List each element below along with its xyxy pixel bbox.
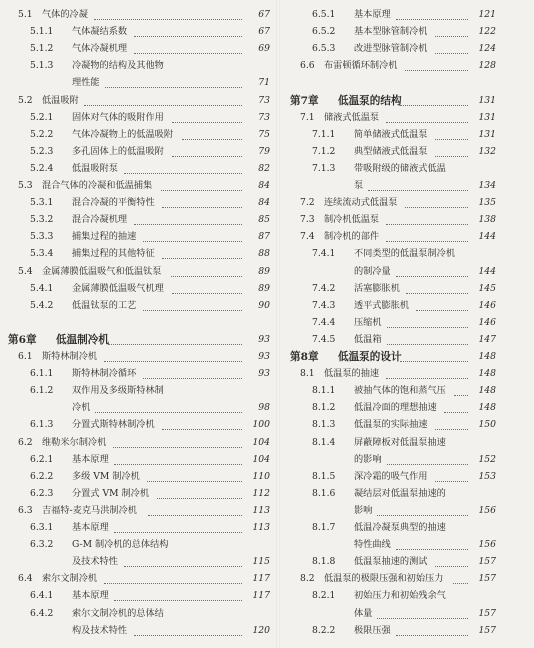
toc-section-number: 6.2.1 [30, 453, 54, 465]
toc-section-number: 7.1 [300, 111, 315, 123]
toc-section-title: G-M 制冷机的总体结构 [72, 539, 169, 551]
toc-section-number: 6.2 [18, 436, 33, 448]
toc-section-number: 6.6 [300, 60, 315, 72]
toc-page-number: 148 [478, 351, 496, 362]
toc-section-number: 5.2.3 [30, 145, 54, 157]
toc-page-number: 156 [478, 504, 496, 516]
toc-page-number: 145 [478, 282, 496, 294]
toc-page-number: 128 [478, 60, 496, 72]
dot-leader [143, 360, 242, 379]
toc-section-number: 6.1.1 [30, 368, 54, 380]
dot-leader [405, 52, 468, 71]
toc-section-title: 的影响 [354, 453, 382, 465]
toc-entry [0, 297, 270, 315]
dot-leader [134, 617, 242, 636]
toc-entry [282, 109, 534, 127]
toc-section-number: 6.2.3 [30, 487, 54, 499]
toc-page-number: 120 [252, 624, 270, 636]
toc-page-number: 98 [258, 402, 270, 414]
toc-section-title: 储液式低温泵 [324, 111, 380, 123]
toc-section-title: 低温制冷机 [56, 333, 109, 346]
toc-entry [282, 126, 534, 144]
toc-section-number: 8.1.6 [312, 487, 336, 499]
toc-section-number: 6.3.2 [30, 539, 54, 551]
toc-entry [282, 536, 534, 554]
toc-section-title: 混合冷凝机理 [72, 214, 128, 226]
toc-section-number: 5.4.2 [30, 299, 54, 311]
toc-section-number: 7.4.5 [312, 333, 336, 345]
toc-section-number: 6.3.1 [30, 522, 54, 533]
toc-entry [282, 416, 534, 434]
toc-page-number: 67 [258, 9, 270, 20]
toc-section-title: 透平式膨胀机 [354, 299, 410, 311]
toc-section-title: 捕集过程的抽速 [72, 231, 137, 243]
toc-section-title: 不同类型的低温泵制冷机 [354, 248, 456, 260]
dot-leader [435, 463, 468, 482]
toc-page-number: 144 [478, 265, 496, 277]
dot-leader [377, 497, 468, 516]
toc-entry [282, 399, 534, 417]
toc-section-title: 深冷霜的吸气作用 [354, 470, 428, 482]
toc-page-number: 144 [478, 231, 496, 243]
toc-section-title: 的制冷量 [354, 265, 391, 277]
toc-entry [0, 622, 270, 640]
toc-section-number: 第6章 [8, 333, 37, 346]
toc-entry [282, 553, 534, 571]
toc-entry [282, 6, 534, 24]
toc-section-title: 低温泵的结构 [338, 94, 402, 107]
toc-entry [0, 365, 270, 383]
toc-page-number: 104 [252, 453, 270, 465]
toc-section-title: 双作用及多级斯特林制 [72, 385, 164, 397]
toc-page-number: 75 [258, 128, 270, 140]
toc-section-number: 8.1.1 [312, 385, 336, 397]
toc-page-number: 113 [252, 522, 270, 533]
toc-page-number: 89 [258, 282, 270, 294]
toc-section-title: 索尔文制冷机的总体结 [72, 607, 164, 619]
toc-page-number: 146 [478, 316, 496, 328]
toc-section-title: 分置式斯特林制冷机 [72, 419, 155, 431]
toc-section-title: 屏蔽障板对低温泵抽速 [354, 436, 446, 448]
toc-section-title: 低温钛泵的工艺 [72, 299, 137, 311]
toc-section-number: 6.5.1 [312, 9, 336, 20]
toc-section-title: 金属薄膜低温吸气和低温钛泵 [42, 265, 162, 277]
toc-page-number: 100 [252, 419, 270, 431]
toc-section-title: 气体冷凝机理 [72, 43, 128, 55]
toc-section-number: 8.1.5 [312, 470, 336, 482]
toc-section-number: 7.4.3 [312, 299, 336, 311]
toc-section-number: 7.1.1 [312, 128, 336, 140]
toc-page-number: 156 [478, 539, 496, 551]
toc-section-title: 连续流动式低温泵 [324, 197, 398, 209]
toc-section-number: 7.2 [300, 197, 315, 209]
toc-section-title: 低温泵的实际抽速 [354, 419, 428, 431]
toc-page-number: 131 [478, 94, 496, 106]
toc-page-number: 90 [258, 299, 270, 311]
toc-section-title: 维勒米尔制冷机 [42, 436, 107, 448]
toc-page-number: 150 [478, 419, 496, 431]
toc-page-number: 110 [252, 470, 270, 482]
toc-page-number: 157 [478, 607, 496, 619]
toc-page-number: 79 [258, 145, 270, 157]
toc-section-title: 活塞膨胀机 [354, 282, 400, 294]
toc-section-title: 典型储液式低温泵 [354, 145, 428, 157]
toc-page-number: 157 [478, 624, 496, 636]
toc-section-title: 基本原理 [72, 590, 109, 602]
toc-section-title: 捕集过程的其他特征 [72, 248, 155, 260]
toc-page-number: 121 [478, 9, 496, 20]
toc-page-number: 131 [478, 111, 496, 123]
toc-page-number: 147 [478, 333, 496, 345]
toc-section-number: 6.4.2 [30, 607, 54, 619]
toc-page-number: 73 [258, 111, 270, 123]
toc-section-title: 体量 [354, 607, 373, 619]
toc-entry [0, 587, 270, 605]
toc-page-number: 113 [252, 504, 270, 516]
toc-section-number: 5.2.2 [30, 128, 54, 140]
toc-entry [282, 280, 534, 298]
toc-section-number: 6.1.2 [30, 385, 54, 397]
toc-section-title: 气体的冷凝 [42, 9, 88, 20]
toc-page-number: 117 [252, 590, 270, 602]
toc-page-number: 146 [478, 299, 496, 311]
toc-section-title: 分置式 VM 制冷机 [72, 487, 150, 499]
toc-section-number: 8.1.8 [312, 556, 336, 568]
dot-leader [453, 565, 468, 584]
toc-page-number: 87 [258, 231, 270, 243]
toc-section-number: 5.3 [18, 180, 33, 191]
toc-page-number: 122 [478, 26, 496, 38]
dot-leader [396, 617, 468, 636]
toc-section-number: 8.2.2 [312, 624, 336, 636]
toc-section-number: 7.4.4 [312, 316, 336, 328]
toc-page-number: 134 [478, 180, 496, 191]
toc-page-number: 135 [478, 197, 496, 209]
toc-section-number: 8.2.1 [312, 590, 336, 602]
toc-section-title: 布雷顿循环制冷机 [324, 60, 398, 72]
toc-page-number: 73 [258, 94, 270, 106]
toc-page-number: 104 [252, 436, 270, 448]
toc-section-title: 斯特林制冷循环 [72, 368, 137, 380]
toc-page-number: 153 [478, 470, 496, 482]
toc-page-number: 71 [258, 77, 270, 89]
toc-section-number: 5.2.4 [30, 162, 54, 174]
toc-entry [282, 143, 534, 161]
dot-leader [435, 138, 468, 157]
toc-section-title: 带吸附级的储液式低温 [354, 162, 446, 174]
toc-page-number: 69 [258, 43, 270, 55]
toc-section-title: 被抽气体的饱和蒸气压 [354, 385, 446, 397]
toc-section-title: 简单储液式低温泵 [354, 128, 428, 140]
toc-page-number: 157 [478, 573, 496, 585]
toc-page-number: 93 [258, 351, 270, 362]
toc-section-title: 理性能 [72, 77, 100, 89]
toc-page-number: 84 [258, 197, 270, 209]
toc-section-number: 5.3.2 [30, 214, 54, 226]
toc-section-title: 初始压力和初始残余气 [354, 590, 446, 602]
toc-section-title: 低温冷面的理想抽速 [354, 402, 437, 414]
toc-section-number: 7.1.3 [312, 162, 336, 174]
toc-section-title: 吉福特-麦克马洪制冷机 [42, 504, 137, 516]
toc-page-number: 148 [478, 385, 496, 397]
toc-page-number: 148 [478, 402, 496, 414]
toc-section-number: 7.3 [300, 214, 315, 226]
toc-page-number: 93 [258, 368, 270, 380]
toc-page-number: 84 [258, 180, 270, 191]
toc-section-title: 气体凝结系数 [72, 26, 128, 38]
toc-section-title: 低温冷凝泵典型的抽速 [354, 522, 446, 533]
toc-section-title: 斯特林制冷机 [42, 351, 98, 362]
toc-section-title: 索尔文制冷机 [42, 573, 98, 585]
toc-section-number: 8.1.3 [312, 419, 336, 431]
toc-section-number: 5.4 [18, 265, 33, 277]
toc-section-number: 6.5.3 [312, 43, 336, 55]
toc-section-number: 6.2.2 [30, 470, 54, 482]
toc-entry [282, 622, 534, 640]
toc-section-title: 压缩机 [354, 316, 382, 328]
toc-entry [282, 451, 534, 469]
toc-section-number: 第7章 [290, 94, 319, 107]
toc-section-title: 基本型脉管制冷机 [354, 26, 428, 38]
toc-section-title: 低温吸附 [42, 94, 79, 106]
toc-section-number: 6.3 [18, 504, 33, 516]
toc-section-title: 低温泵的设计 [338, 351, 402, 363]
toc-section-number: 6.4.1 [30, 590, 54, 602]
toc-page-number: 132 [478, 145, 496, 157]
toc-section-title: 基本原理 [72, 522, 109, 533]
toc-section-number: 5.2 [18, 94, 33, 106]
toc-entry [282, 502, 534, 520]
toc-section-title: 多级 VM 制冷机 [72, 470, 140, 482]
dot-leader [386, 223, 468, 242]
toc-section-number: 5.3.1 [30, 197, 54, 209]
toc-entry [282, 382, 534, 400]
toc-section-title: 影响 [354, 504, 373, 516]
toc-section-title: 固体对气体的吸附作用 [72, 111, 164, 123]
toc-section-number: 8.2 [300, 573, 315, 585]
toc-entry [282, 57, 534, 75]
toc-page-number: 112 [252, 487, 270, 499]
toc-section-number: 第8章 [290, 351, 319, 363]
toc-page-number: 152 [478, 453, 496, 465]
dot-leader [134, 35, 242, 54]
toc-section-number: 5.1.2 [30, 43, 54, 55]
toc-page-number: 88 [258, 248, 270, 260]
toc-section-number: 5.1.3 [30, 60, 54, 72]
toc-page-number: 148 [478, 368, 496, 380]
toc-entry [282, 570, 534, 588]
toc-section-number: 8.1.2 [312, 402, 336, 414]
toc-page-number: 67 [258, 26, 270, 38]
toc-page-number: 117 [252, 573, 270, 585]
toc-page-number: 82 [258, 162, 270, 174]
toc-section-title: 制冷机的部件 [324, 231, 380, 243]
toc-section-title: 构及技术特性 [72, 624, 128, 636]
dot-leader [114, 514, 242, 533]
dot-leader [435, 411, 468, 430]
toc-section-title: 基本原理 [72, 453, 109, 465]
toc-entry [282, 365, 534, 383]
toc-section-title: 改进型脉管制冷机 [354, 43, 428, 55]
toc-section-title: 金属薄膜低温吸气机理 [72, 282, 164, 294]
toc-section-title: 低温泵的抽速 [324, 368, 380, 380]
toc-entry [0, 40, 270, 58]
toc-section-number: 5.1 [18, 9, 33, 20]
toc-section-number: 5.2.1 [30, 111, 54, 123]
toc-section-number: 7.4.1 [312, 248, 336, 260]
toc-section-number: 6.4 [18, 573, 33, 585]
toc-section-number: 6.1.3 [30, 419, 54, 431]
toc-page-number: 138 [478, 214, 496, 226]
toc-section-title: 泵 [354, 180, 364, 191]
dot-leader [143, 292, 242, 311]
page-gutter [276, 0, 280, 648]
toc-section-title: 低温泵的极限压强和初始压力 [324, 573, 444, 585]
toc-page-number: 157 [478, 556, 496, 568]
toc-page-number: 85 [258, 214, 270, 226]
toc-section-title: 混合气体的冷凝和低温捕集 [42, 180, 153, 191]
toc-section-title: 低温吸附泵 [72, 162, 118, 174]
toc-section-title: 极限压强 [354, 624, 391, 636]
toc-entry [282, 228, 534, 246]
dot-leader [114, 582, 242, 601]
toc-section-title: 低温箱 [354, 333, 382, 345]
toc-section-number: 5.3.4 [30, 248, 54, 260]
toc-section-title: 混合冷凝的平衡特性 [72, 197, 155, 209]
toc-section-title: 气体冷凝物上的低温吸附 [72, 128, 174, 140]
toc-section-number: 6.1 [18, 351, 33, 362]
toc-section-number: 8.1 [300, 368, 315, 380]
toc-page-number: 115 [252, 556, 270, 568]
toc-section-number: 7.4.2 [312, 282, 336, 294]
toc-section-number: 7.4 [300, 231, 315, 243]
toc-section-number: 5.3.3 [30, 231, 54, 243]
toc-section-title: 低温泵抽速的测试 [354, 556, 428, 568]
toc-section-title: 冷凝物的结构及其他物 [72, 60, 164, 72]
toc-section-title: 及技术特性 [72, 556, 118, 568]
toc-entry [282, 468, 534, 486]
toc-page-number: 93 [258, 333, 270, 345]
toc-section-title: 多孔固体上的低温吸附 [72, 145, 164, 157]
toc-section-number: 8.1.7 [312, 522, 336, 533]
toc-section-number: 7.1.2 [312, 145, 336, 157]
toc-section-title: 特性曲线 [354, 539, 391, 551]
toc-section-number: 5.4.1 [30, 282, 54, 294]
toc-entry [0, 519, 270, 537]
toc-section-title: 凝结层对低温泵抽速的 [354, 487, 446, 499]
toc-section-number: 5.1.1 [30, 26, 54, 38]
toc-section-number: 8.1.4 [312, 436, 336, 448]
toc-section-title: 制冷机低温泵 [324, 214, 380, 226]
toc-page-number: 89 [258, 265, 270, 277]
toc-page-number: 124 [478, 43, 496, 55]
toc-section-title: 冷机 [72, 402, 91, 414]
toc-entry [282, 23, 534, 41]
toc-page-number: 131 [478, 128, 496, 140]
toc-section-title: 基本原理 [354, 9, 391, 20]
toc-section-number: 6.5.2 [312, 26, 336, 38]
